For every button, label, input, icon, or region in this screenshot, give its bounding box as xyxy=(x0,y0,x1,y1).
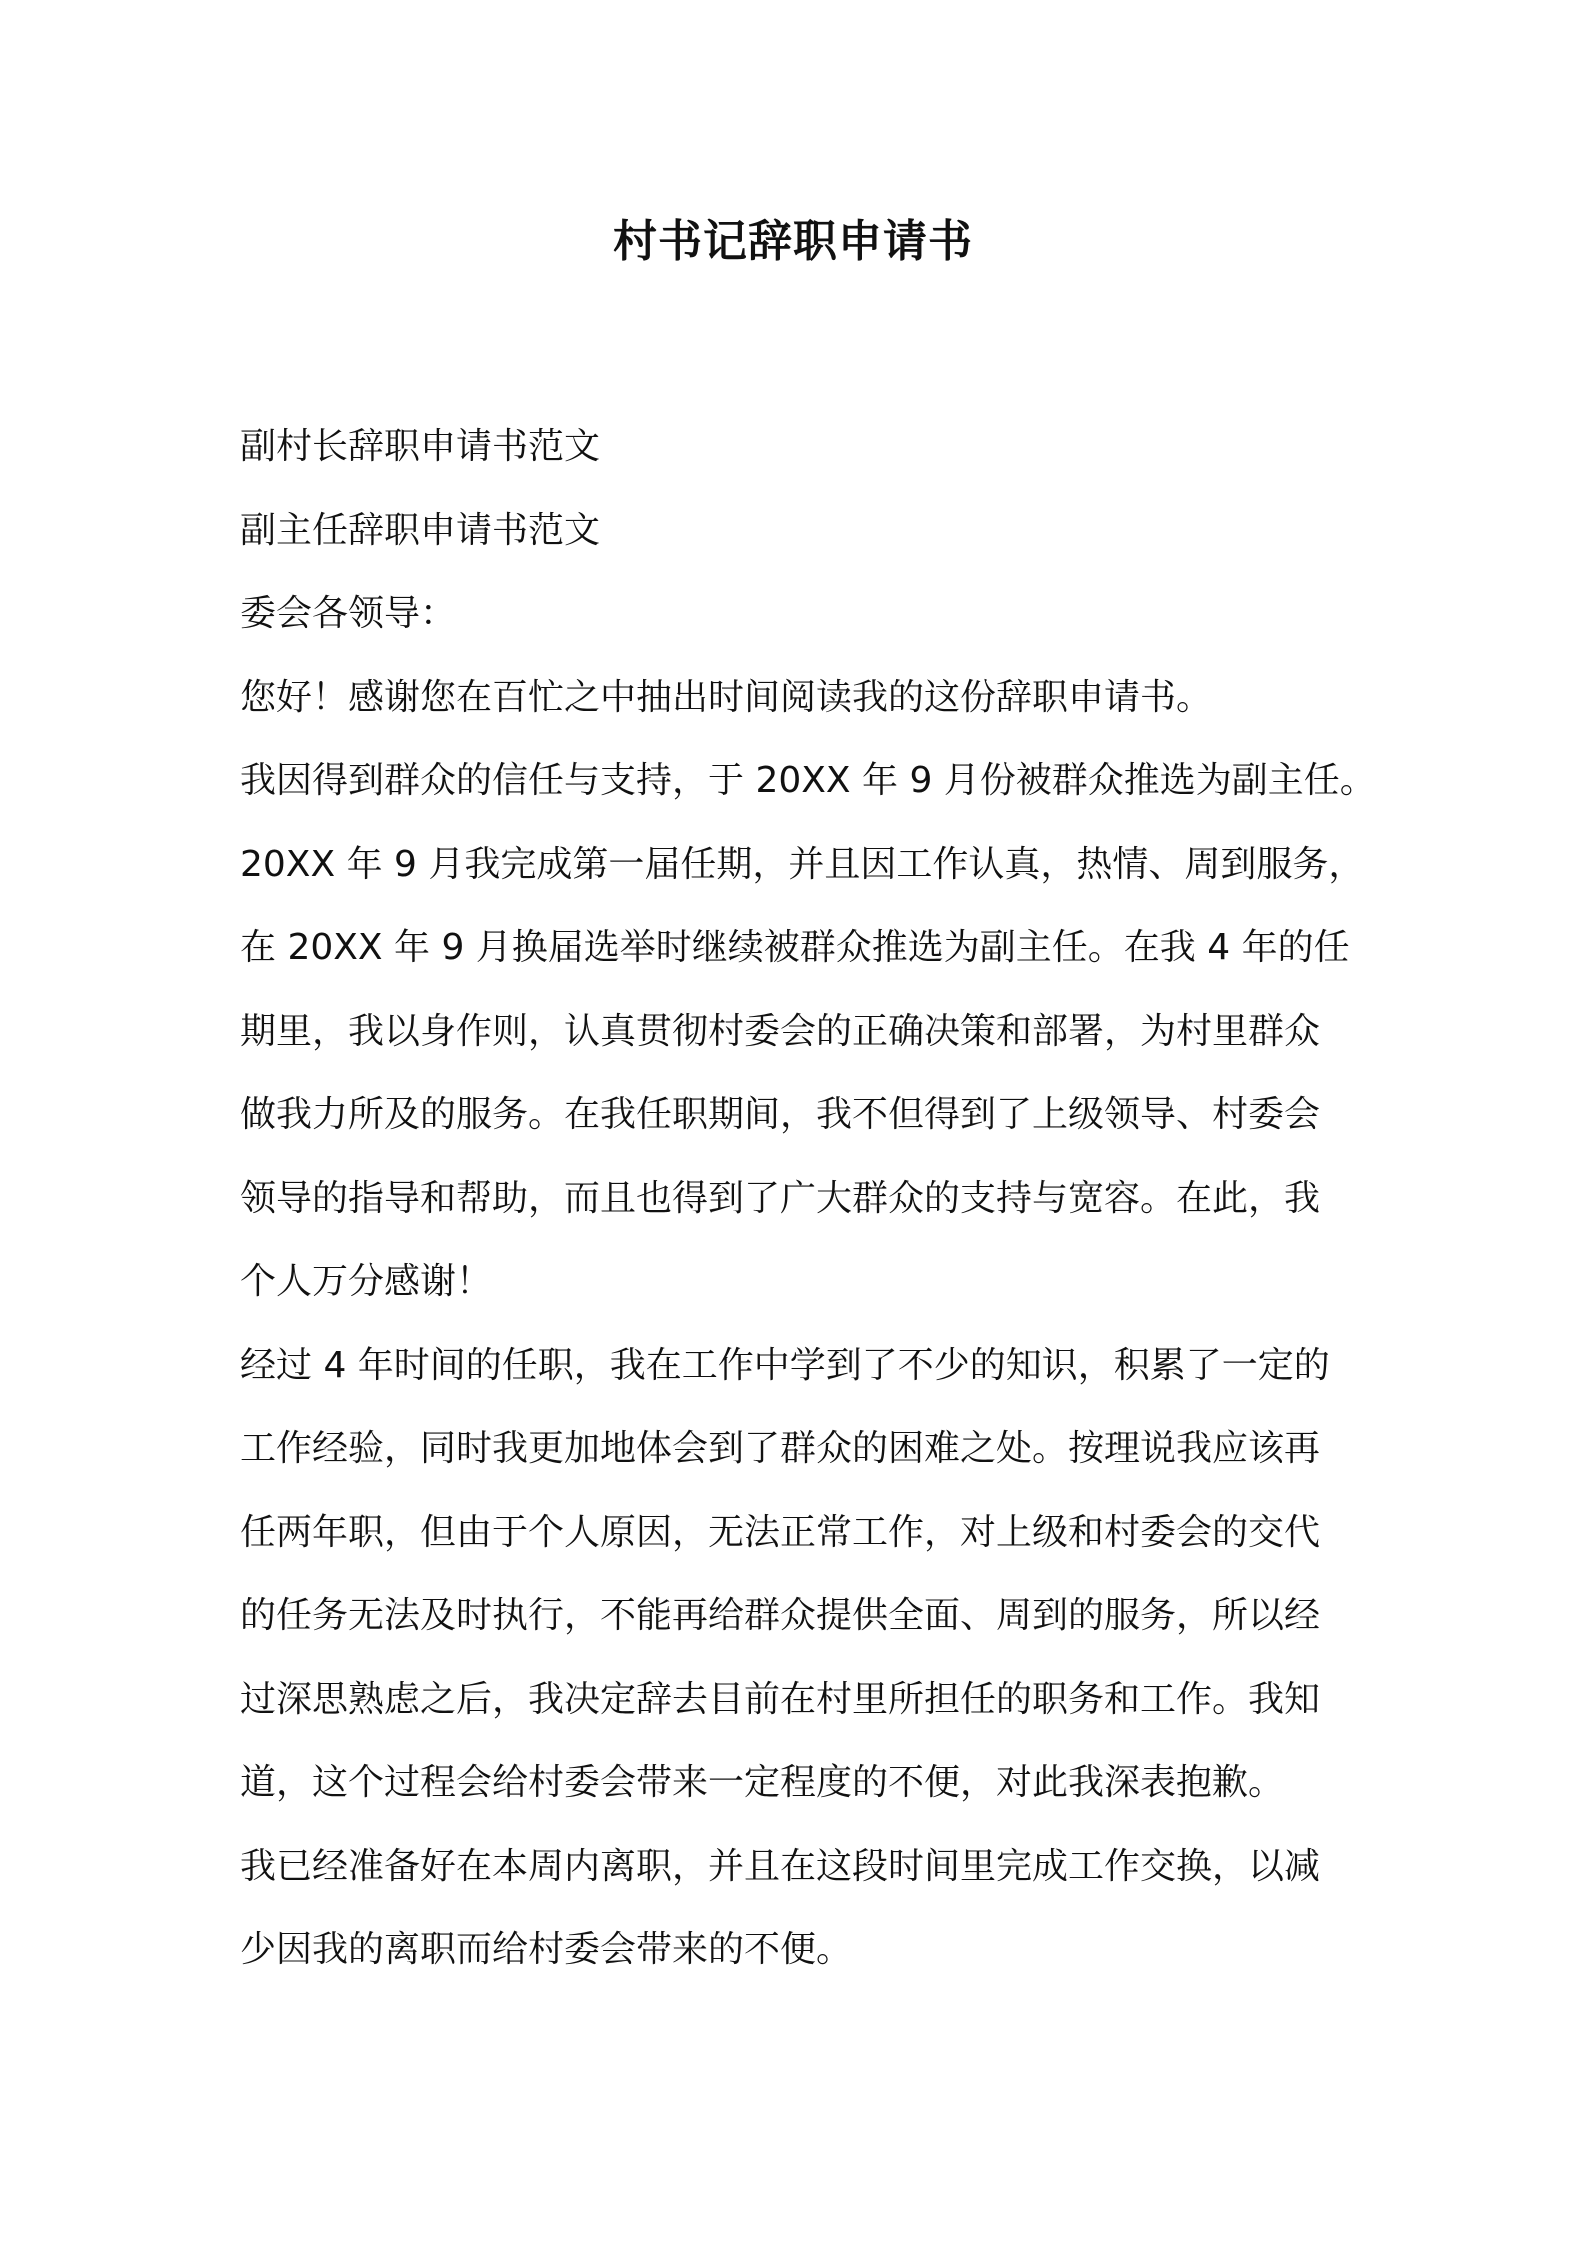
body-line: 个人万分感谢！ xyxy=(240,1261,493,1302)
body-line: 少因我的离职而给村委会带来的不便。 xyxy=(240,1929,853,1970)
body-line: 工作经验，同时我更加地体会到了群众的困难之处。按理说我应该再 xyxy=(240,1428,1321,1469)
body-line: 经过 4 年时间的任职，我在工作中学到了不少的知识，积累了一定的 xyxy=(240,1344,1330,1386)
body-line: 副主任辞职申请书范文 xyxy=(240,509,601,551)
body-line: 道，这个过程会给村委会带来一定程度的不便，对此我深表抱歉。 xyxy=(240,1762,1285,1803)
body-line: 的任务无法及时执行，不能再给群众提供全面、周到的服务，所以经 xyxy=(240,1595,1321,1636)
body-line: 领导的指导和帮助，而且也得到了广大群众的支持与宽容。在此，我 xyxy=(240,1177,1321,1219)
body-line: 委会各领导： xyxy=(240,593,457,634)
body-line: 期里，我以身作则，认真贯彻村委会的正确决策和部署，为村里群众 xyxy=(240,1010,1321,1052)
body-line: 20XX 年 9 月我完成第一届任期，并且因工作认真，热情、周到服务， xyxy=(240,843,1365,885)
body-line: 任两年职，但由于个人原因，无法正常工作，对上级和村委会的交代 xyxy=(240,1511,1321,1553)
body-line: 我已经准备好在本周内离职，并且在这段时间里完成工作交换，以减 xyxy=(240,1845,1321,1887)
body-line: 您好！感谢您在百忙之中抽出时间阅读我的这份辞职申请书。 xyxy=(240,676,1213,718)
body-line: 副村长辞职申请书范文 xyxy=(240,426,601,467)
body-line: 做我力所及的服务。在我任职期间，我不但得到了上级领导、村委会 xyxy=(240,1094,1321,1135)
body-line: 过深思熟虑之后，我决定辞去目前在村里所担任的职务和工作。我知 xyxy=(240,1678,1321,1720)
document-title: 村书记辞职申请书 xyxy=(613,216,973,267)
document-body xyxy=(240,405,1376,1992)
body-line: 在 20XX 年 9 月换届选举时继续被群众推选为副主任。在我 4 年的任 xyxy=(240,927,1350,968)
body-line: 我因得到群众的信任与支持，于 20XX 年 9 月份被群众推选为副主任。 xyxy=(240,760,1376,801)
